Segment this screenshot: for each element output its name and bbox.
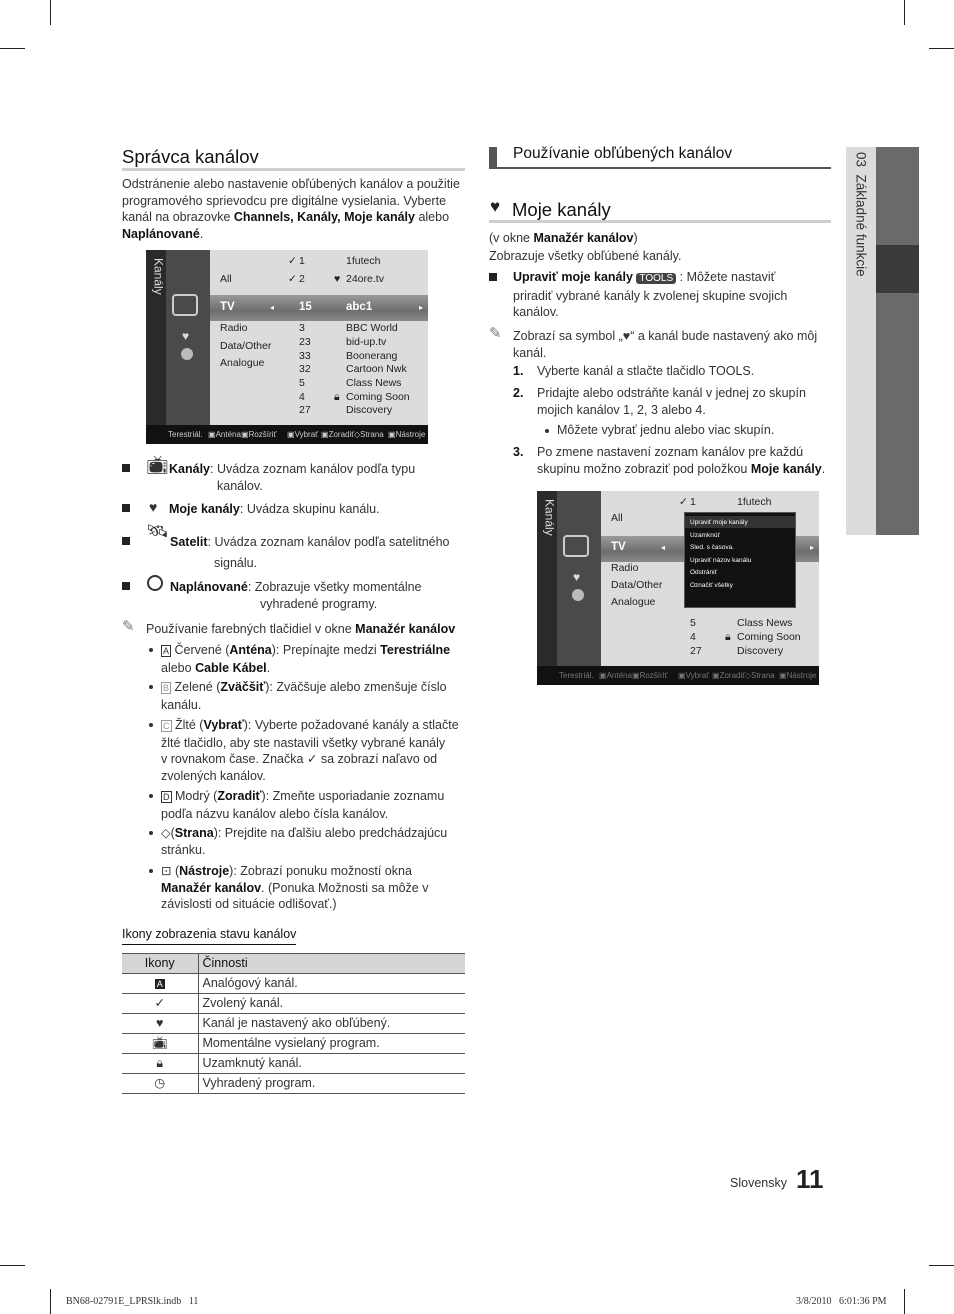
lock-icon: 🔒︎ (334, 391, 340, 403)
edit-description: Upraviť moje kanály TOOLS : Môžete nastaviť priradiť vybrané kanály k zvolenej skupine svojich kanálov. (513, 270, 788, 319)
heart-icon: ♥ (182, 329, 190, 343)
menu-item[interactable]: Uzamknúť (690, 531, 720, 539)
note-pencil-icon: ✎ (122, 618, 135, 635)
tools-badge: TOOLS (636, 273, 676, 284)
crop-mark (904, 1289, 905, 1314)
heart-icon: ♥ (622, 329, 631, 343)
bullet-red: A Červené (Anténa): Prepínajte medzi Terestriálne alebo Cable Kábel. (161, 643, 451, 675)
section-title: Používanie obľúbených kanálov (513, 145, 733, 162)
intro-text: Odstránenie alebo nastavenie obľúbených kanálov a použitie programového sprievodcu pre digitálne vysielania. Vyberte kanál na obrazovke Channels, Kanály, Moje kanály alebo Naplánované. (122, 177, 460, 241)
heart-icon: ♥ (122, 1014, 198, 1034)
crop-mark (50, 0, 51, 25)
table-row: ◷ Vyhradený program. (122, 1074, 465, 1094)
screen-footer: Terestriál. ▣ Anténa ▣ Rozšíriť ▣ Vybrať ▣ Zoradiť ◇ Strana ▣ Nástroje (146, 425, 428, 444)
status-table: Ikony Činnosti A Analógový kanál. ✓ Zvolený kanál. ♥ Kanál je nastavený ako obľúbený. 📺︎ Momentálne vysielaný program. 🔒︎ Uzamknutý kanál. ◷ Vyhradený program. (122, 953, 465, 1094)
analog-icon: A (156, 978, 163, 989)
channels-icon (172, 294, 198, 316)
channels-icon: 📺︎ (146, 455, 169, 475)
table-row: ♥ Kanál je nastavený ako obľúbený. (122, 1014, 465, 1034)
crop-mark (50, 1289, 51, 1314)
red-button-icon: A (163, 646, 170, 656)
lock-icon: 🔒︎ (122, 1054, 198, 1074)
menu-item[interactable]: Upraviť názov kanálu (690, 556, 752, 564)
note-text: Používanie farebných tlačidiel v okne Manažér kanálov (146, 622, 456, 636)
satellite-icon: 🛰︎ (146, 521, 169, 541)
bullet-blue: D Modrý (Zoradiť): Zmeňte usporiadanie zoznamu podľa názvu kanálov alebo čísla kanálov. (161, 789, 445, 821)
section-marker (489, 147, 497, 168)
sub-desc: Zobrazuje všetky obľúbené kanály. (489, 249, 682, 263)
tv-icon: 📺︎ (122, 1034, 198, 1054)
satellite-icon (181, 348, 193, 360)
yellow-button-icon: C (163, 721, 170, 731)
subsection-rule (489, 220, 831, 223)
crop-mark (0, 1265, 25, 1266)
crop-mark (929, 48, 954, 49)
crop-mark (929, 1265, 954, 1266)
table-row: 🔒︎ Uzamknutý kanál. (122, 1054, 465, 1074)
page-title: Správca kanálov (122, 146, 259, 167)
table-row: ✓ Zvolený kanál. (122, 994, 465, 1014)
channel-manager-screen: Kanály ♥ ✓ 1 1futech All ✓ 2 ♥ 24ore.tv TV ◂ 15 abc1 ▸ Radio 3 BBC World Data/Other 23 bid-up.tv Analogue 33 Boonerang 32 Cartoon Nwk 5 Class News 4 🔒︎ Coming Soon 27 Discovery Terestriál. ▣ Anténa ▣ Rozšíriť ▣ Vybrať ▣ Zoradiť ◇ Strana ▣ Nástroje (146, 250, 428, 444)
step-2: 2. Pridajte alebo odstráňte kanál v jednej zo skupín mojich kanálov 1, 2, 3 alebo 4. (513, 386, 806, 417)
bullet-page: ◇(Strana): Prejdite na ďalšiu alebo predchádzajúcu stránku. (161, 826, 448, 857)
chapter-tab (846, 147, 919, 535)
channels-icon (563, 535, 589, 557)
status-heading: Ikony zobrazenia stavu kanálov (122, 926, 296, 945)
bullet-green: B Zelené (Zväčšiť): Zväčšuje alebo zmenšuje číslo kanálu. (161, 680, 447, 712)
step-1: 1. Vyberte kanál a stlačte tlačidlo TOOLS. (513, 364, 755, 378)
tools-menu[interactable] (684, 512, 796, 608)
page-updown-icon: ◇ (161, 826, 171, 840)
title-rule (122, 168, 465, 171)
sub-context: (v okne Manažér kanálov) (489, 231, 638, 245)
lock-icon: 🔒︎ (725, 631, 731, 643)
table-row: A Analógový kanál. (122, 974, 465, 994)
note-text: Zobrazí sa symbol „♥“ a kanál bude nastavený ako môj kanál. (513, 329, 818, 360)
section-rule (489, 167, 831, 169)
blue-button-icon: D (163, 792, 170, 802)
check-icon: ✓ (306, 752, 318, 766)
tools-icon: ⊡ (161, 864, 172, 878)
heart-icon: ♥ (490, 197, 501, 216)
step-2-bullet: Môžete vybrať jednu alebo viac skupín. (557, 423, 775, 437)
step-3: 3. Po zmene nastavení zoznam kanálov pre každú skupinu možno zobraziť pod položkou Moje kanály. (513, 445, 826, 476)
chapter-number: 03 (853, 152, 869, 168)
clock-icon: ◷ (122, 1074, 198, 1094)
menu-item[interactable]: Sled. s časova. (690, 544, 735, 552)
my-channels-screen: Kanály ♥ ✓ 1 1futech All TV ◂ ▸ Radio Data/Other Analogue 5 Class News 4 🔒︎ Coming Soon 27 Discovery Upraviť moje kanály Uzamknúť Sled. s časova. Upraviť názov kanálu Odstrániť Označiť všetky Terestriál. ▣ Anténa ▣ Rozšíriť ▣ Vybrať ▣ Zoradiť ◇ Strana ▣ Nástroje (537, 491, 819, 685)
check-icon: ✓ (122, 994, 198, 1014)
crop-mark (0, 48, 25, 49)
satellite-icon (572, 589, 584, 601)
bullet-tools: ⊡ (Nástroje): Zobrazí ponuku možností okna Manažér kanálov. (Ponuka Možnosti sa môže v závislosti od situácie odlišovať.) (161, 864, 429, 911)
crop-mark (904, 0, 905, 25)
clock-icon (147, 575, 163, 591)
screen-footer: Terestriál. ▣ Anténa ▣ Rozšíriť ▣ Vybrať ▣ Zoradiť ◇ Strana ▣ Nástroje (537, 666, 819, 685)
table-row: 📺︎ Momentálne vysielaný program. (122, 1034, 465, 1054)
heart-icon: ♥ (149, 499, 158, 515)
menu-item[interactable]: Označiť všetky (690, 581, 733, 589)
print-file: BN68-02791E_LPRSlk.indb 11 (66, 1296, 199, 1307)
subsection-title: Moje kanály (512, 199, 611, 220)
heart-icon: ♥ (573, 570, 581, 584)
screen-side-label: Kanály (151, 258, 166, 295)
language-label: Slovensky (730, 1176, 787, 1190)
chapter-label: Základné funkcie (853, 174, 869, 277)
screen-side-label: Kanály (542, 499, 557, 536)
green-button-icon: B (163, 683, 170, 693)
page-number: 11 (796, 1164, 824, 1194)
note-pencil-icon: ✎ (489, 325, 502, 342)
menu-item[interactable]: Odstrániť (690, 569, 718, 577)
bullet-yellow: C Žlté (Vybrať): Vyberte požadované kanály a stlačte žlté tlačidlo, aby ste nastavili všetky vybrané kanály v rovnakom čase. Značka ✓ sa zobrazí naľavo od zvolených kanálov. (161, 718, 459, 783)
menu-item[interactable]: Upraviť moje kanály (690, 519, 748, 526)
print-date: 3/8/2010 6:01:36 PM (796, 1296, 887, 1307)
